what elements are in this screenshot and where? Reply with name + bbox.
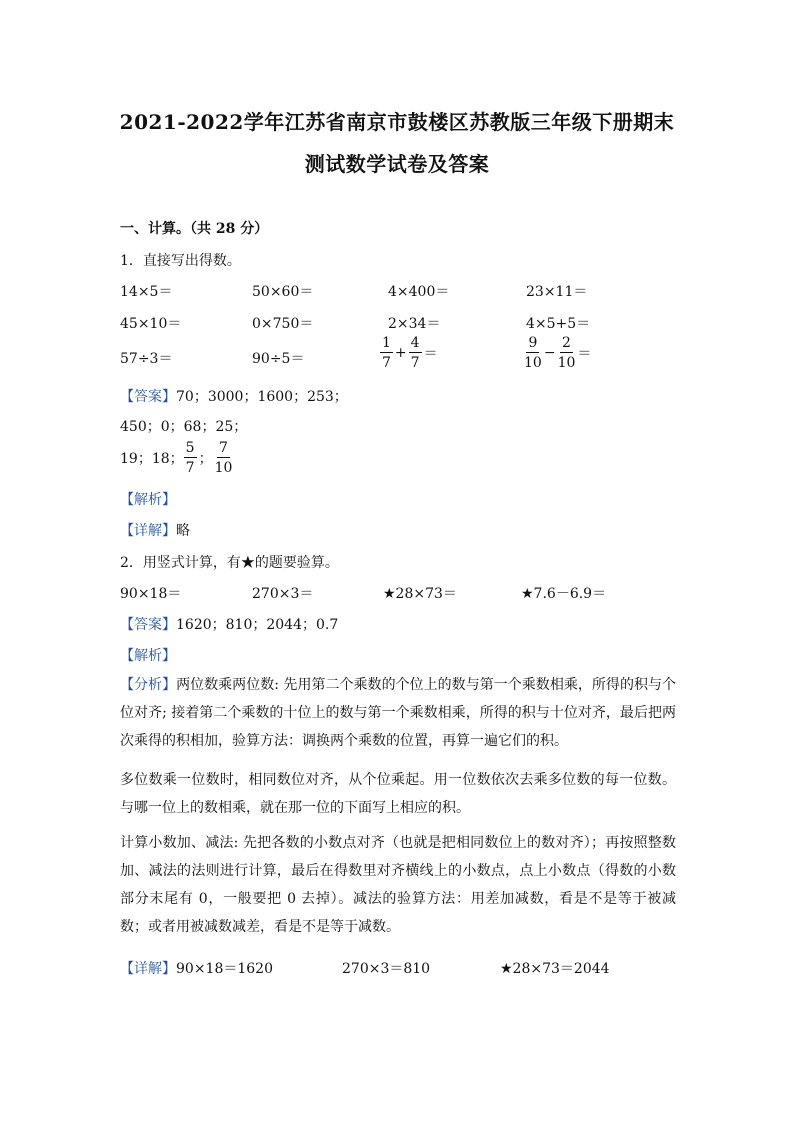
q2-answer: 【答案】1620；810；2044；0.7 xyxy=(120,617,339,633)
q1-item: 4×5+5＝ xyxy=(526,316,591,332)
q1-fraction-item: $\frac{9}{10}$ − $\frac{2}{10}$ ＝ xyxy=(524,335,592,371)
fenxi-tag: 【分析】 xyxy=(120,677,177,693)
q1-label: 1．直接写出得数。 xyxy=(120,253,241,269)
q2-analysis-para3: 计算小数加、减法: 先把各数的小数点对齐（也就是把相同数位上的数对齐）；再按照整数加、减法的法则进行计算，最后在得数里对齐横线上的小数点，点上小数点（得数的小数部分末尾有 0，一般要把 0 去掉）。减法的验算方法：用差加减数，看是不是等于被减数；或者用被减数减差，看是不是等于减数。 xyxy=(120,835,676,935)
q1-item: 90÷5＝ xyxy=(252,351,305,367)
q2-analysis-tag: 【解析】 xyxy=(120,648,176,664)
fraction: $\frac{5}{7}$ xyxy=(185,440,195,476)
q1-item: 23×11＝ xyxy=(526,284,588,300)
q2-detail-item: ★28×73＝2044 xyxy=(500,961,610,977)
q2-label: 2．用竖式计算，有★的题要验算。 xyxy=(120,555,339,571)
q1-item: 2×34＝ xyxy=(388,316,441,332)
page-title-line1: 2021-2022学年江苏省南京市鼓楼区苏教版三年级下册期末 xyxy=(119,110,675,134)
q1-answer-line3: 19；18； $\frac{5}{7}$ ； $\frac{7}{10}$ xyxy=(120,440,233,476)
detail-tag: 【详解】 xyxy=(120,961,176,977)
q2-item: ★7.6－6.9＝ xyxy=(521,586,607,602)
q1-item: 50×60＝ xyxy=(252,284,314,300)
answer-tag: 【答案】 xyxy=(120,389,176,405)
fraction: $\frac{4}{7}$ xyxy=(410,335,420,371)
q2-detail xyxy=(120,958,176,978)
q2-analysis-para2: 多位数乘一位数时，相同数位对齐，从个位乘起。用一位数依次去乘多位数的每一位数。与哪一位上的数相乘，就在那一位的下面写上相应的积。 xyxy=(120,772,676,816)
q1-item: 4×400＝ xyxy=(388,284,450,300)
fraction: $\frac{2}{10}$ xyxy=(557,335,576,371)
q1-fraction-item: $\frac{1}{7}$ + $\frac{4}{7}$ ＝ xyxy=(382,335,438,371)
q1-item: 57÷3＝ xyxy=(120,351,173,367)
page-title-line2: 测试数学试卷及答案 xyxy=(304,152,490,176)
q1-item: 0×750＝ xyxy=(252,316,314,332)
fraction: $\frac{9}{10}$ xyxy=(524,335,542,371)
q2-analysis-para1: 【分析】两位数乘两位数: 先用第二个乘数的个位上的数与第一个乘数相乘，所得的积与个位对齐; 接着第二个乘数的十位上的数与第一个乘数相乘，所得的积与十位对齐，最后把两次乘得的积相加，验算方法：调换两个乘数的位置，再算一遍它们的积。 xyxy=(120,677,677,749)
q2-item: 270×3＝ xyxy=(252,586,314,602)
q1-item: 45×10＝ xyxy=(120,316,182,332)
detail-tag: 【详解】 xyxy=(120,523,176,539)
q2-detail-item: 270×3＝810 xyxy=(342,961,431,977)
q1-item: 14×5＝ xyxy=(120,284,173,300)
fraction: $\frac{1}{7}$ xyxy=(382,335,391,371)
answer-tag: 【答案】 xyxy=(120,617,176,633)
q1-answer-line2: 450；0；68；25； xyxy=(120,419,248,435)
q1-answer-line1: 【答案】70；3000；1600；253； xyxy=(120,389,348,405)
q2-item: 90×18＝ xyxy=(120,586,182,602)
q1-analysis-tag: 【解析】 xyxy=(120,492,176,508)
q2-detail-item: 90×18＝1620 xyxy=(176,961,273,977)
q2-item: ★28×73＝ xyxy=(383,586,457,602)
section-heading: 一、计算。（共 28 分） xyxy=(120,221,269,237)
fraction: $\frac{7}{10}$ xyxy=(214,440,233,476)
q1-detail: 【详解】略 xyxy=(120,523,190,539)
